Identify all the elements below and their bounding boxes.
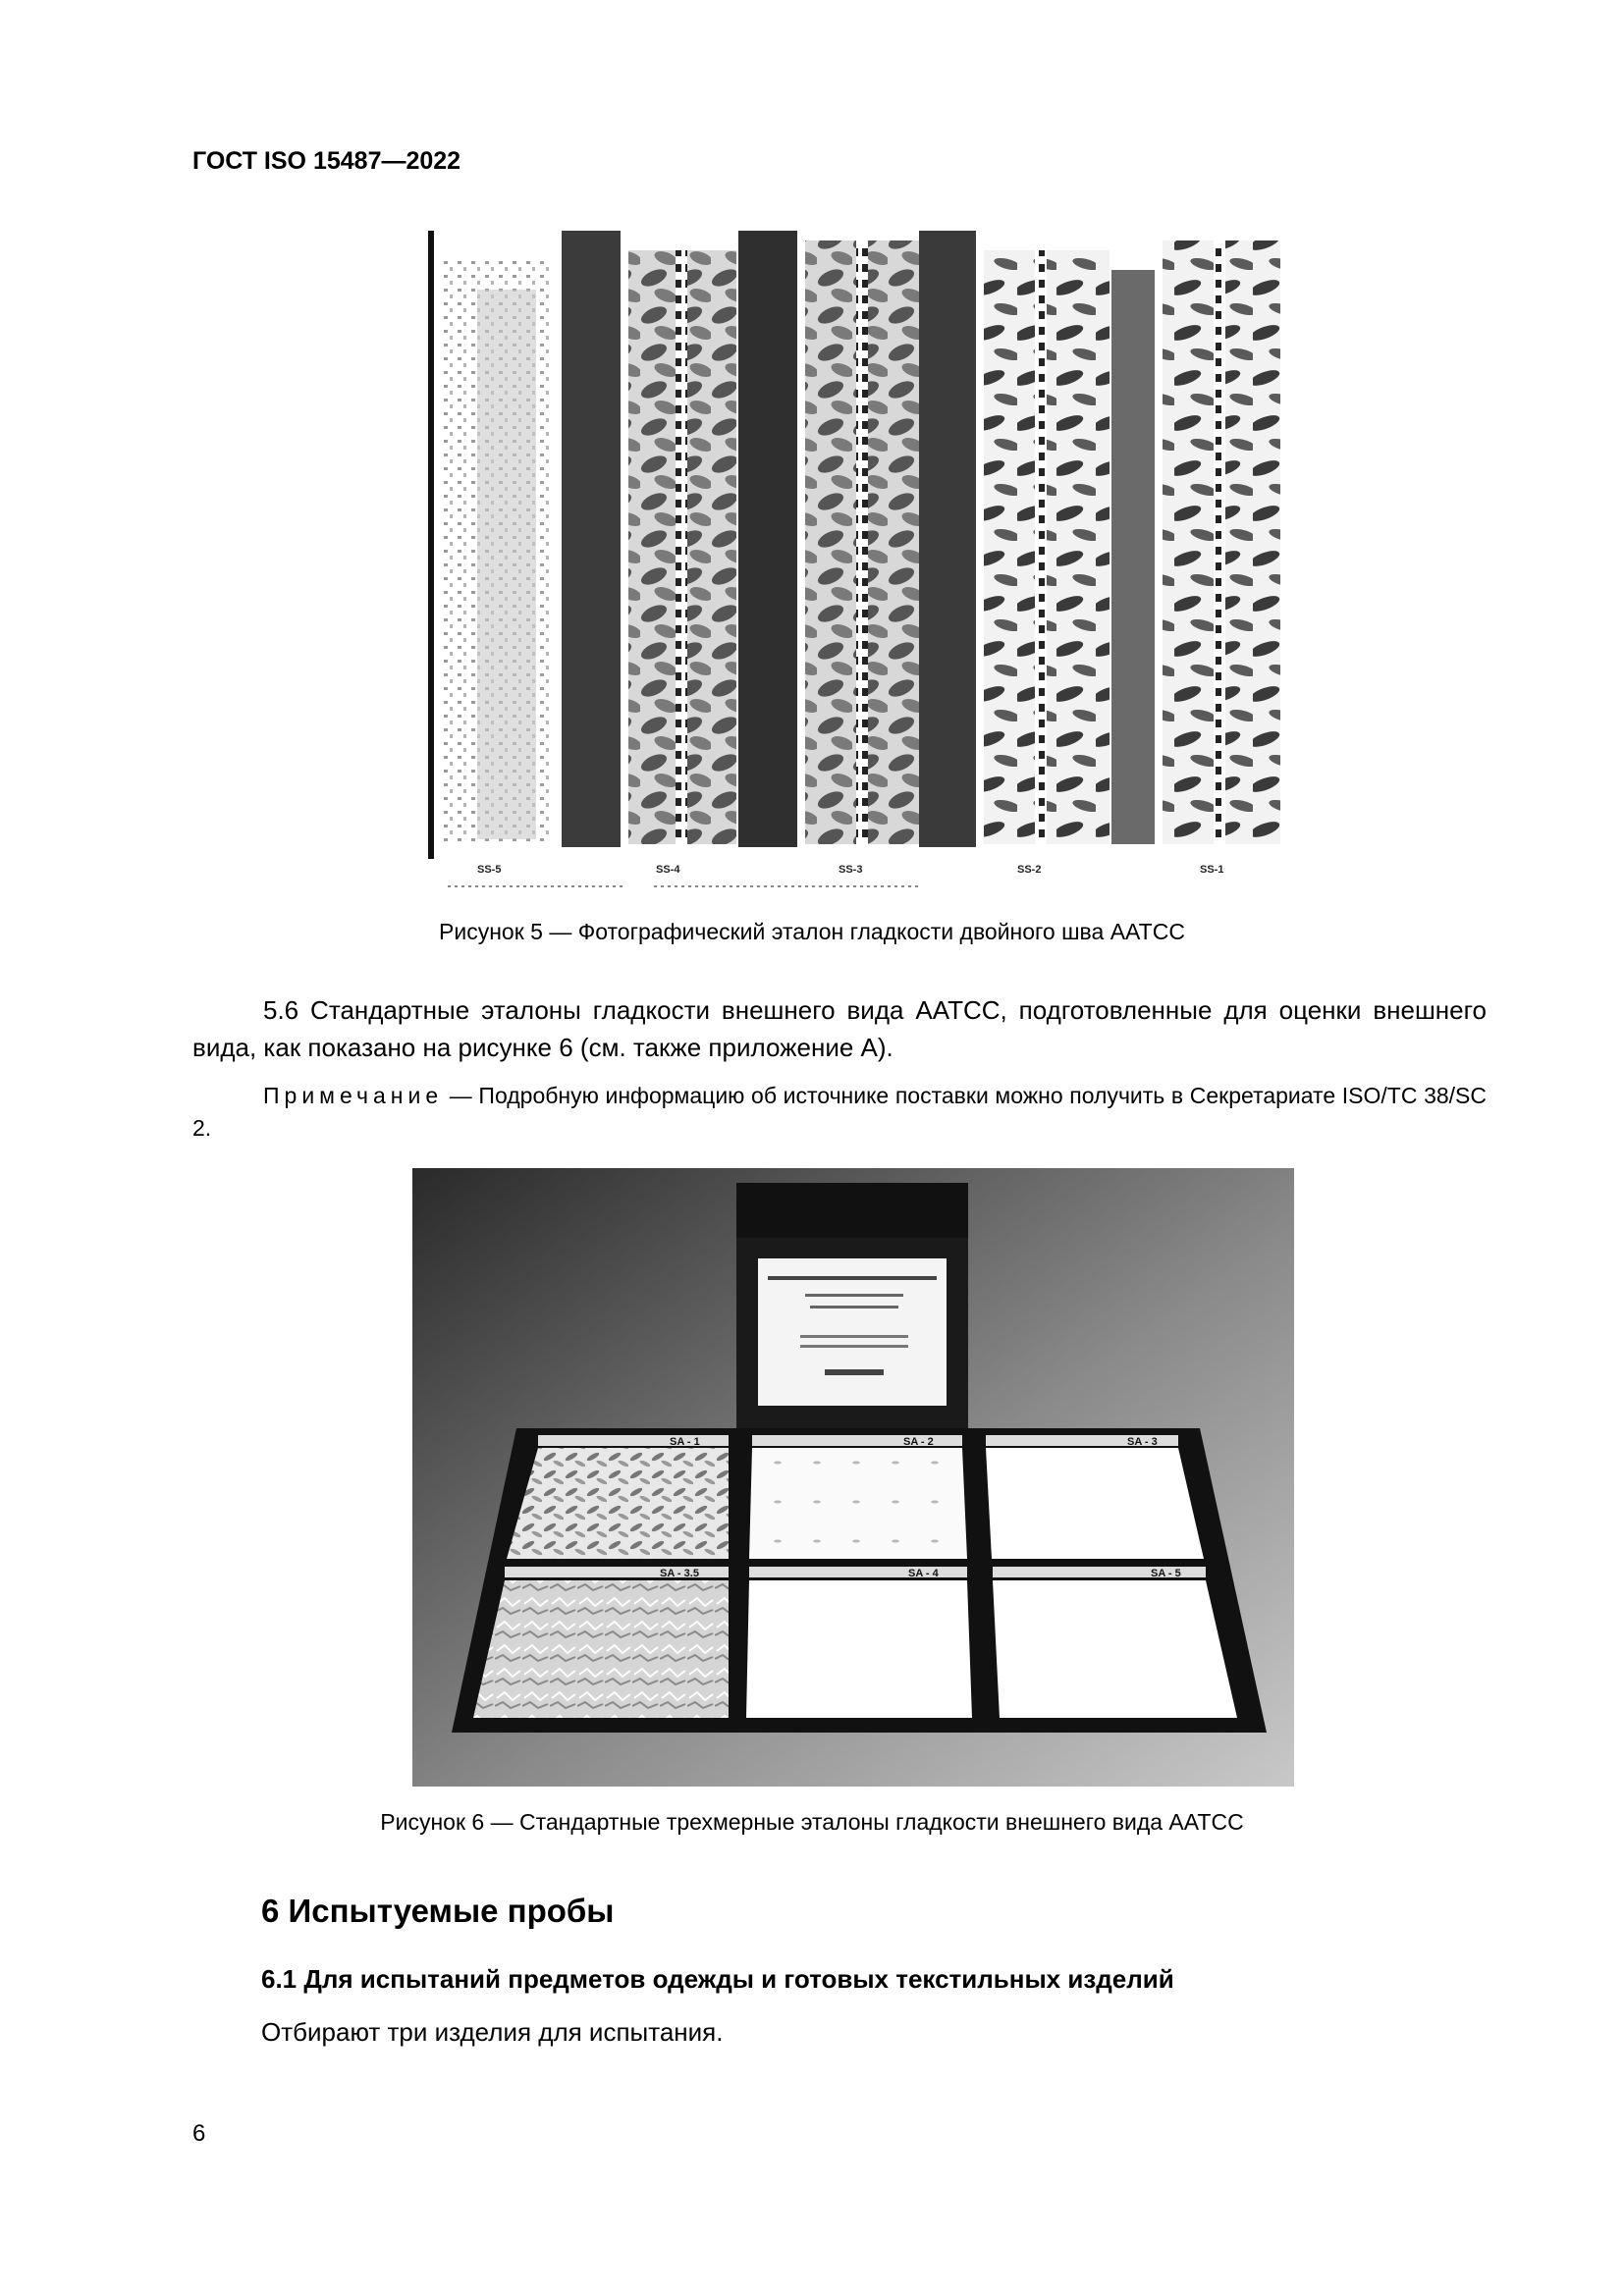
figure-5-label: SS-2: [1017, 864, 1042, 876]
figure-6-image: [412, 1168, 1294, 1787]
figure-6-label: SA - 3: [1127, 1436, 1158, 1448]
figure-5-label: SS-3: [839, 864, 863, 876]
note-paragraph: [192, 1080, 1487, 1145]
figure-6-label: SA - 1: [670, 1436, 700, 1448]
note-text: — Подробную информацию об источнике поставки можно получить в Секретариате ISO/TC 38/SC 2.: [192, 1083, 1487, 1141]
section-6-1-heading: 6.1 Для испытаний предметов одежды и готовых текстильных изделий: [261, 1964, 1174, 1994]
figure-5-image: [428, 231, 1280, 891]
figure-6-label: SA - 2: [903, 1436, 934, 1448]
figure-6-caption: Рисунок 6 — Стандартные трехмерные эталоны гладкости внешнего вида AATCC: [380, 1809, 1244, 1835]
document-header: ГОСТ ISO 15487—2022: [192, 147, 461, 175]
figure-6-label: SA - 3.5: [660, 1568, 699, 1579]
figure-6-label: SA - 4: [908, 1568, 939, 1579]
figure-5-caption: Рисунок 5 — Фотографический эталон гладкости двойного шва AATCC: [439, 919, 1185, 944]
figure-5-label: SS-5: [477, 864, 502, 876]
section-6-heading: 6 Испытуемые пробы: [261, 1893, 615, 1929]
figure-6-label: SA - 5: [1151, 1568, 1181, 1579]
figure-5-label: SS-4: [656, 864, 680, 876]
figure-5-label: SS-1: [1200, 864, 1224, 876]
section-5-6-paragraph: 5.6 Стандартные эталоны гладкости внешнего вида AATCC, подготовленные для оценки внешнего вида, как показано на рисунке 6 (см. также приложение А).: [192, 995, 1487, 1062]
note-lead: Примечание: [263, 1083, 444, 1108]
section-6-1-paragraph: Отбирают три изделия для испытания.: [261, 2017, 724, 2047]
page-number: 6: [192, 2120, 206, 2147]
